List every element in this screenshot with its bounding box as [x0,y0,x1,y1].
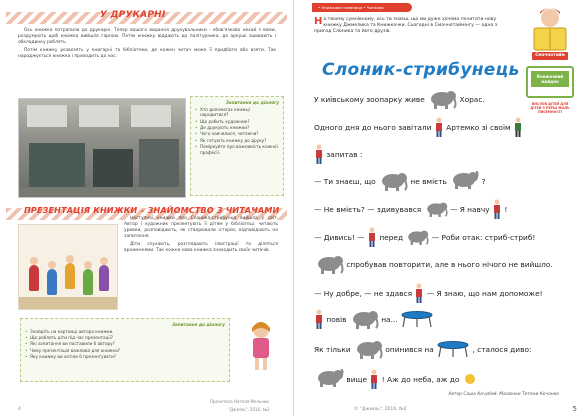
elephant-icon [405,229,429,245]
author-credit: Автор Саша Кочубей. Малюнки Тетяни Кочанко [448,392,559,397]
question-item: • Знайдіть на картинці автора книжки. [25,329,225,335]
green-box-label: Книжковий майдан [531,71,569,87]
story-line: Як тільки опинився на , сталося диво: [314,339,531,359]
elephant-jumping-icon [314,369,344,389]
boy-icon [314,309,324,329]
section2-paragraph: Наступної книжки про Слоника-стрибунця вийшла у світ. Автор і художник презентують її дітям у бібліотеці: читають уривки, розповідають, як створювали історію, відповідають на запитання. [124,216,278,239]
trampoline-icon [400,310,434,328]
section1-title: У ДРУКАРНІ [100,10,166,20]
story-line: запитав : [314,144,362,164]
question-box-title: Запитання до діалогу [171,322,225,327]
breadcrumb: • Книжкова таємниця • Читаємо [312,3,412,12]
boy-icon [434,117,444,137]
sun-icon [462,371,478,387]
page-number-right: 5 [572,405,577,413]
boy-icon [414,283,424,303]
printing-house-photo [18,98,186,198]
intro-dropcap: Н [314,16,323,27]
footer-journal-left: "Джміль", 2016, №2 [228,407,270,412]
question-item: • Яку книжку ви хотіли б презентувати? [25,354,225,360]
elephant-icon [353,339,383,359]
question-item: • Що роблять діти під час презентації? [25,335,225,341]
question-box-title: Запитання до діалогу [225,100,279,105]
story-line: — Не вмієть? — здивувався — Я навчу ! [314,199,507,219]
question-item: • Поміркуйте про важливість кожної професії. [195,144,279,155]
question-item: • Де друкують книжки? [195,125,279,131]
page-number-left: 4 [18,407,21,412]
elephant-jumping-icon [449,171,479,191]
elephant-icon [314,254,344,274]
story-line: повів на... [314,309,434,329]
story-line: У київському зоопарку живе Хорас. [314,89,485,109]
story-line: Одного дня до нього завітали Артемко зі своїм [314,117,523,137]
boy-icon [369,369,379,389]
question-item: • Як готують книжку до друку? [195,138,279,144]
question-box-2 [20,318,230,382]
green-box-caption: ВИСЛОВ ДІТЕЙ ДЛЯ ДІТЕЙ З ПЕРШ ЖАЛЬ ПИСЕМНОСТІ [530,102,570,114]
photo-credit: Прочитала Наталя Мельник [210,399,269,404]
boy-icon [367,227,377,247]
section1-paragraph: Потім книжку розвозять у книгарні та бібліотеки, де кожен читач може її придбати або взяти. Так народжується книжка і приходить до нас. [18,47,276,59]
right-page [294,0,587,416]
intro-paragraph [314,17,514,35]
question-item: • Хто допомагає книжці народитися? [195,107,279,118]
question-box-1 [190,96,284,196]
section2-paragraph: Діти слухають, розглядають ілюстрації та діляться враженнями. Так кожна нова книжка знаходить своїх читачів. [124,241,278,253]
question-item: • Що робить художник? [195,119,279,125]
footer-journal-right: © "Джміль", 2016, №2 [354,407,407,412]
trampoline-icon [436,340,470,358]
section1-paragraph: Ось книжка потрапила до друкарні. Тепер вашого видання друкувальники - обов'язково нехай з вами, роздумують щоб книжка вийшла гарною. Потім книжку віддають до палітурника, де аркуші зшивають і обкладинку роблять. [18,28,276,45]
boy-icon [492,199,502,219]
story-line: — Ну добре, — не здався — Я знаю, що нам допоможе! [314,283,543,303]
section2-body [124,216,278,255]
boy-icon [314,144,324,164]
story-title: Слоник-стрибунець [322,60,520,80]
children-reading-illustration [18,224,118,310]
girl-mascot-illustration [244,318,278,374]
story-line: — Ти знаєш, що не вмієть ? [314,171,486,191]
badge-title: Смачнотайм [535,52,565,57]
section2-title: ПРЕЗЕНТАЦІЯ КНИЖКИ – ЗНАЙОМСТВО З ЧИТАЧАМИ [24,206,280,215]
elephant-icon [427,89,457,109]
story-line: вище ! Аж до неба, аж до [314,369,478,389]
question-item: • Чого навчилися, читаючи? [195,131,279,137]
story-line: — Дивись! — перед — Роби отак: стриб-стриб! [314,227,535,247]
intro-text: а твоєму сумнівному, ось ти знаєш, що ми дуже хочемо почитати нову книжку Джмелика та Книжкочки. Сьогодні в Смачнотаймінгу — одна з пригод Слоника та його друзів. [314,17,498,35]
section1-body [18,28,276,61]
elephant-icon [378,171,408,191]
question-item: • Які запитання ви поставили б автору? [25,341,225,347]
story-line: спробував повторити, але в нього нічого не вийшло. [314,254,553,274]
green-info-box [526,66,574,114]
elephant-icon [424,201,448,217]
question-item: • Чому презентація важлива для книжки? [25,348,225,354]
dad-icon [513,117,523,137]
elephant-icon [349,309,379,329]
